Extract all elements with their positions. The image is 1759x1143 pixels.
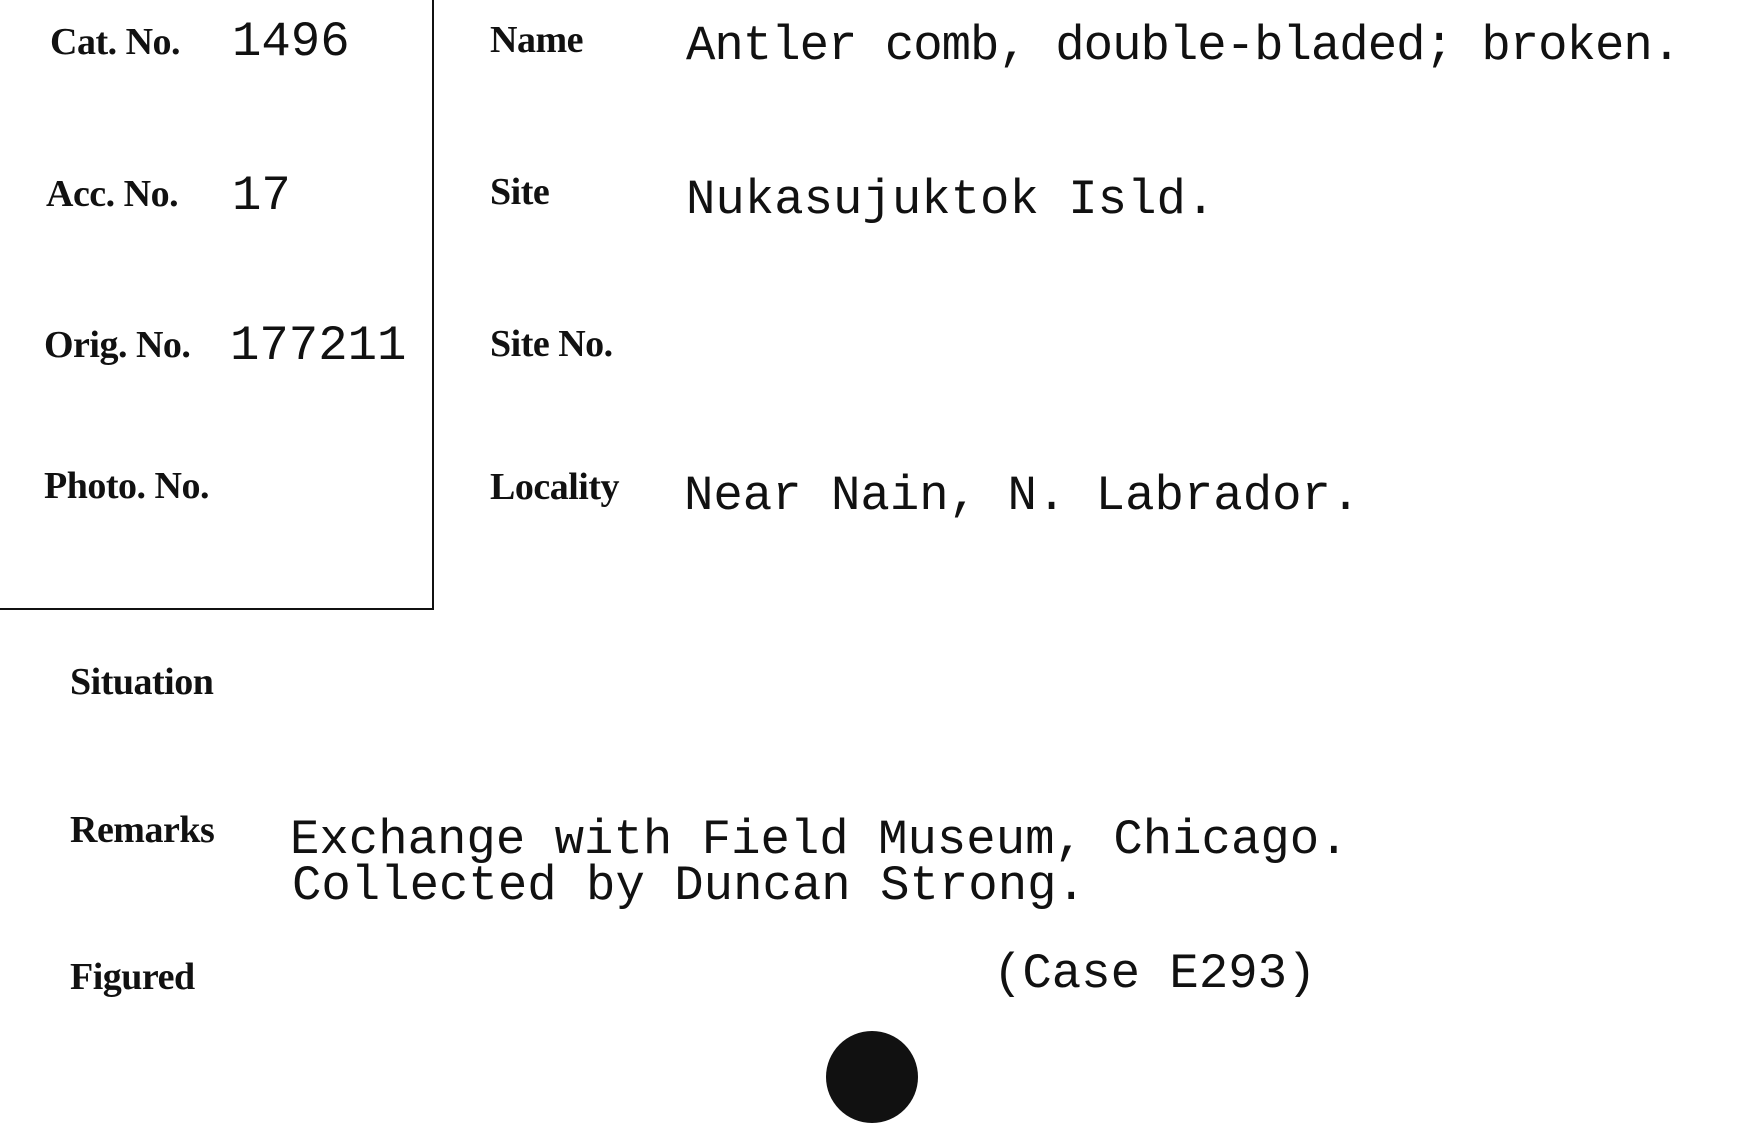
site-label: Site bbox=[490, 171, 550, 213]
remarks-line-2: Collected by Duncan Strong. bbox=[292, 858, 1086, 914]
name-label: Name bbox=[490, 19, 583, 61]
figured-label: Figured bbox=[70, 956, 195, 998]
punch-hole bbox=[826, 1031, 918, 1123]
situation-label: Situation bbox=[70, 661, 214, 703]
cat-no-value: 1496 bbox=[232, 14, 350, 70]
remarks-line-1: Exchange with Field Museum, Chicago. bbox=[290, 812, 1349, 868]
photo-no-label: Photo. No. bbox=[44, 465, 209, 507]
site-no-label: Site No. bbox=[490, 323, 613, 365]
locality-label: Locality bbox=[490, 466, 619, 508]
name-value: Antler comb, double-bladed; broken. bbox=[686, 18, 1681, 74]
locality-value: Near Nain, N. Labrador. bbox=[684, 468, 1361, 524]
id-box bbox=[0, 0, 434, 610]
acc-no-label: Acc. No. bbox=[46, 173, 179, 215]
acc-no-value: 17 bbox=[232, 168, 291, 224]
site-value: Nukasujuktok Isld. bbox=[686, 172, 1216, 228]
remarks-label: Remarks bbox=[70, 809, 215, 851]
orig-no-value: 177211 bbox=[230, 318, 407, 374]
case-number: (Case E293) bbox=[993, 946, 1317, 1002]
cat-no-label: Cat. No. bbox=[50, 21, 181, 63]
orig-no-label: Orig. No. bbox=[44, 324, 191, 366]
